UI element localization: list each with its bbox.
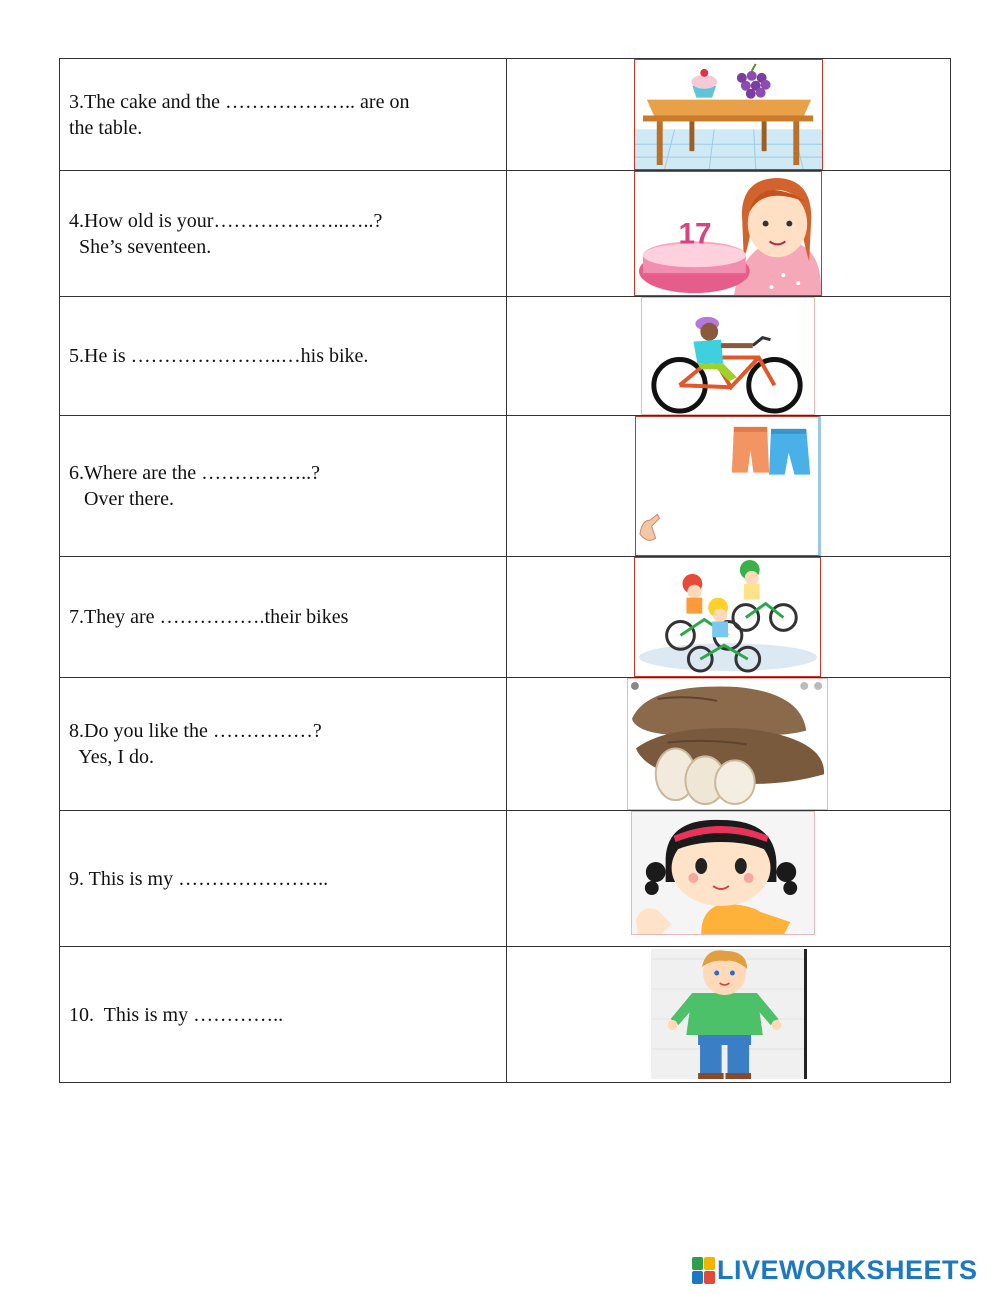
question-line: 4.How old is your………………..…..? [69, 209, 383, 232]
brand-name: LIVEWORKSHEETS [717, 1254, 978, 1285]
picture-cell [507, 811, 951, 947]
question-cell [60, 416, 507, 557]
table-row [60, 59, 951, 171]
question-line: 6.Where are the ……………..? [69, 462, 321, 484]
question-line: Over there. [69, 488, 174, 510]
question-line: 3.The cake and the ……………….. are on [69, 90, 410, 113]
table-row [60, 811, 951, 947]
question-cell [60, 811, 507, 947]
question-cell [60, 678, 507, 811]
table-row [60, 557, 951, 678]
table-row [60, 947, 951, 1083]
question-cell [60, 59, 507, 171]
question-line: 9. This is my ………………….. [69, 867, 329, 890]
question-line: 5.He is …………………..…his bike. [69, 345, 369, 367]
cake-and-grapes-on-table-image [634, 59, 823, 170]
question-cell [60, 171, 507, 297]
question-line: 10. This is my ………….. [69, 1003, 284, 1026]
question-line: Yes, I do. [69, 746, 155, 768]
question-line: 8.Do you like the ……………? [69, 720, 322, 742]
yams-image [627, 678, 828, 810]
question-cell [60, 297, 507, 416]
picture-cell [507, 947, 951, 1083]
children-riding-bikes-image [634, 557, 821, 677]
question-line: the table. [69, 116, 143, 139]
picture-cell [507, 171, 951, 297]
picture-cell [507, 678, 951, 811]
question-line: She’s seventeen. [69, 235, 212, 258]
question-cell [60, 947, 507, 1083]
shorts-over-there-image [635, 416, 821, 556]
picture-cell [507, 416, 951, 557]
liveworksheets-logo [692, 1255, 978, 1285]
picture-cell [507, 59, 951, 171]
table-row [60, 678, 951, 811]
question-line: 7.They are …………….their bikes [69, 606, 349, 628]
worksheet-table [59, 58, 951, 1083]
svg-text:17: 17 [678, 217, 712, 251]
girl-with-birthday-cake-17-image [634, 171, 822, 296]
picture-cell [507, 557, 951, 678]
boy-green-shirt-image [651, 949, 807, 1079]
picture-cell [507, 297, 951, 416]
girl-with-headband-image [631, 811, 815, 935]
table-row [60, 297, 951, 416]
table-row [60, 416, 951, 557]
question-cell [60, 557, 507, 678]
liveworksheets-logo-icon [692, 1257, 714, 1283]
table-row [60, 171, 951, 297]
boy-riding-bike-image [641, 297, 815, 415]
